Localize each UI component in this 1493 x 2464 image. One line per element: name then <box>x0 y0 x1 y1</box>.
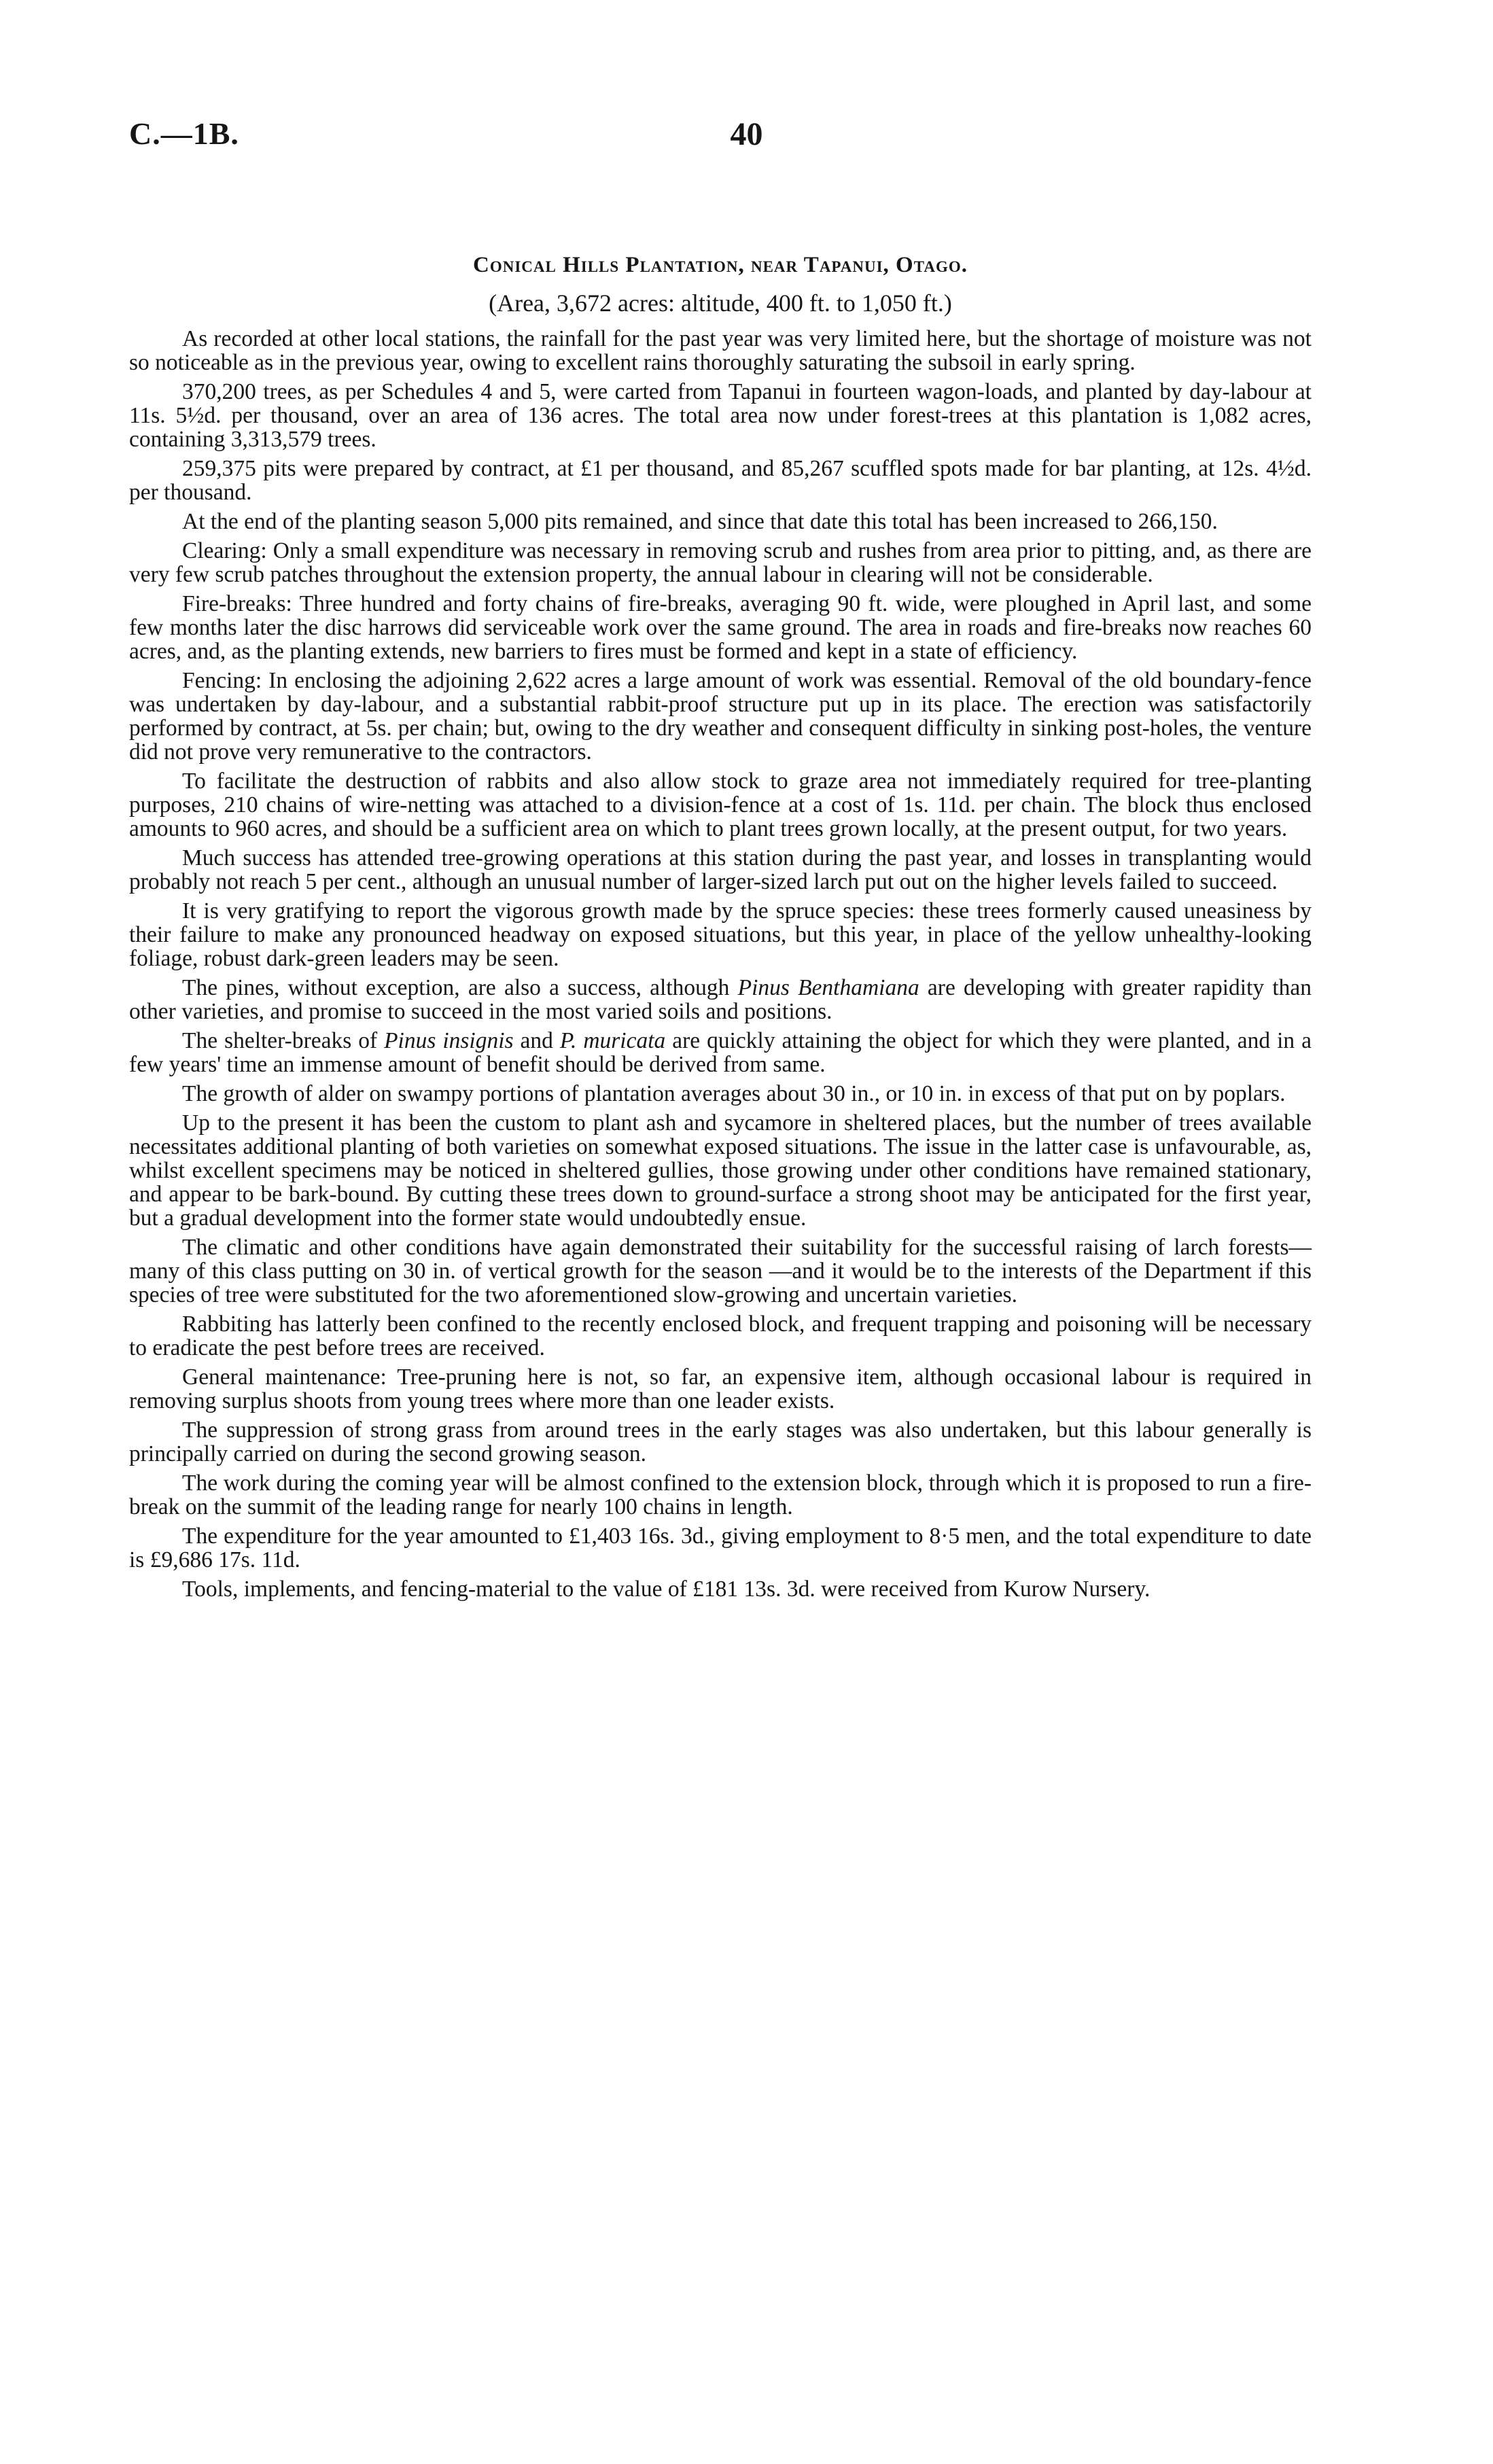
pines-text-start: The pines, without exception, are also a success, although <box>182 975 738 1000</box>
paragraph-larch: The climatic and other conditions have again demonstrated their suitability for the successful raising of larch forests—many of this class putting on 30 in. of vertical growth for the season —and it would be to the interests of the Department if this species of tree were substituted for the two aforementioned slow-growing and uncertain varieties. <box>129 1235 1312 1307</box>
page-header <box>129 116 1364 170</box>
paragraph-rainfall: As recorded at other local stations, the rainfall for the past year was very limited here, but the shortage of moisture was not so noticeable as in the previous year, owing to excellent rains thoroughly saturating the subsoil in early spring. <box>129 326 1312 375</box>
paragraph-grass-suppression: The suppression of strong grass from around trees in the early stages was also undertaken, but this labour generally is principally carried on during the second growing season. <box>129 1418 1312 1466</box>
section-subtitle: (Area, 3,672 acres: altitude, 400 ft. to 1,050 ft.) <box>489 289 952 317</box>
paragraph-ash-sycamore: Up to the present it has been the custom to plant ash and sycamore in sheltered places, but the number of trees available necessitates additional planting of both varieties on somewhat exposed situations. The issue in the latter case is unfavourable, as, whilst excellent specimens may be noticed in sheltered gullies, those growing under other conditions have remained stationary, and appear to be bark-bound. By cutting these trees down to ground-surface a strong shoot may be anticipated for the first year, but a gradual development into the former state would undoubtedly ensue. <box>129 1110 1312 1231</box>
species-name: Pinus Benthamiana <box>737 975 919 1000</box>
paragraph-trees-planted: 370,200 trees, as per Schedules 4 and 5, were carted from Tapanui in fourteen wagon-loads, and planted by day-labour at 11s. 5½d. per thousand, over an area of 136 acres. The total area now under forest-trees at this plantation is 1,082 acres, containing 3,313,579 trees. <box>129 379 1312 452</box>
pines-text-end: are developing with greater rapidity than other varieties, and promise to succeed in the most varied soils and positions. <box>129 975 1312 1024</box>
paragraph-tools: Tools, implements, and fencing-material to the value of £181 13s. 3d. were received from Kurow Nursery. <box>182 1577 1151 1602</box>
paragraph-pits-remaining: At the end of the planting season 5,000 pits remained, and since that date this total has been increased to 266,150. <box>182 509 1218 534</box>
paragraph-spruce: It is very gratifying to report the vigorous growth made by the spruce species: these trees formerly caused uneasiness by their failure to make any pronounced headway on exposed situations, but this year, in place of the yellow unhealthy-looking foliage, robust dark-green leaders may be seen. <box>129 898 1312 971</box>
page-number: 40 <box>730 116 763 152</box>
paragraph-rabbiting: Rabbiting has latterly been confined to the recently enclosed block, and frequent trapping and poisoning will be necessary to eradicate the pest before trees are received. <box>129 1312 1312 1360</box>
paragraph-alder: The growth of alder on swampy portions of plantation averages about 30 in., or 10 in. in excess of that put on by poplars. <box>182 1081 1286 1106</box>
paragraph-expenditure: The expenditure for the year amounted to £1,403 16s. 3d., giving employment to 8·5 men, and the total expenditure to date is £9,686 17s. 11d. <box>129 1524 1312 1572</box>
paragraph-pines <box>129 976 1312 1023</box>
section-title: Conical Hills Plantation, near Tapanui, Otago. <box>473 253 968 277</box>
shelter-text-end: are quickly attaining the object for which they were planted, and in a few years' time an immense amount of benefit should be derived from same. <box>129 1028 1312 1077</box>
shelter-text-mid: and <box>513 1028 560 1053</box>
paragraph-pits-prepared: 259,375 pits were prepared by contract, at £1 per thousand, and 85,267 scuffled spots made for bar planting, at 12s. 4½d. per thousand. <box>129 456 1312 505</box>
paragraph-coming-year: The work during the coming year will be almost confined to the extension block, through which it is proposed to run a fire-break on the summit of the leading range for nearly 100 chains in length. <box>129 1471 1312 1519</box>
paragraph-shelter-breaks <box>129 1029 1312 1076</box>
paragraph-clearing: Clearing: Only a small expenditure was necessary in removing scrub and rushes from area prior to pitting, and, as there are very few scrub patches throughout the extension property, the annual labour in clearing will not be considerable. <box>129 538 1312 587</box>
paragraph-maintenance: General maintenance: Tree-pruning here is not, so far, an expensive item, although occasional labour is required in removing surplus shoots from young trees where more than one leader exists. <box>129 1365 1312 1413</box>
species-name: P. muricata <box>559 1028 666 1053</box>
report-body <box>129 253 1312 1606</box>
shelter-text-start: The shelter-breaks of <box>182 1028 385 1053</box>
document-code: C.—1B. <box>129 116 239 151</box>
paragraph-rabbit-netting: To facilitate the destruction of rabbits and also allow stock to graze area not immediately required for tree-planting purposes, 210 chains of wire-netting was attached to a division-fence at a cost of 1s. 11d. per chain. The block thus enclosed amounts to 960 acres, and should be a sufficient area on which to plant trees grown locally, at the present output, for two years. <box>129 769 1312 841</box>
paragraph-fire-breaks: Fire-breaks: Three hundred and forty chains of fire-breaks, averaging 90 ft. wide, were ploughed in April last, and some few months later the disc harrows did serviceable work over the same ground. The area in roads and fire-breaks now reaches 60 acres, and, as the planting extends, new barriers to fires must be formed and kept in a state of efficiency. <box>129 591 1312 664</box>
paragraph-fencing: Fencing: In enclosing the adjoining 2,622 acres a large amount of work was essential. Removal of the old boundary-fence was undertaken by day-labour, and a substantial rabbit-proof structure put up in its place. The erection was satisfactorily performed by contract, at 5s. per chain; but, owing to the dry weather and consequent difficulty in sinking post-holes, the venture did not prove very remunerative to the contractors. <box>129 668 1312 764</box>
species-name: Pinus insignis <box>384 1028 514 1053</box>
paragraph-transplanting: Much success has attended tree-growing operations at this station during the past year, and losses in transplanting would probably not reach 5 per cent., although an unusual number of larger-sized larch put out on the higher levels failed to succeed. <box>129 845 1312 894</box>
